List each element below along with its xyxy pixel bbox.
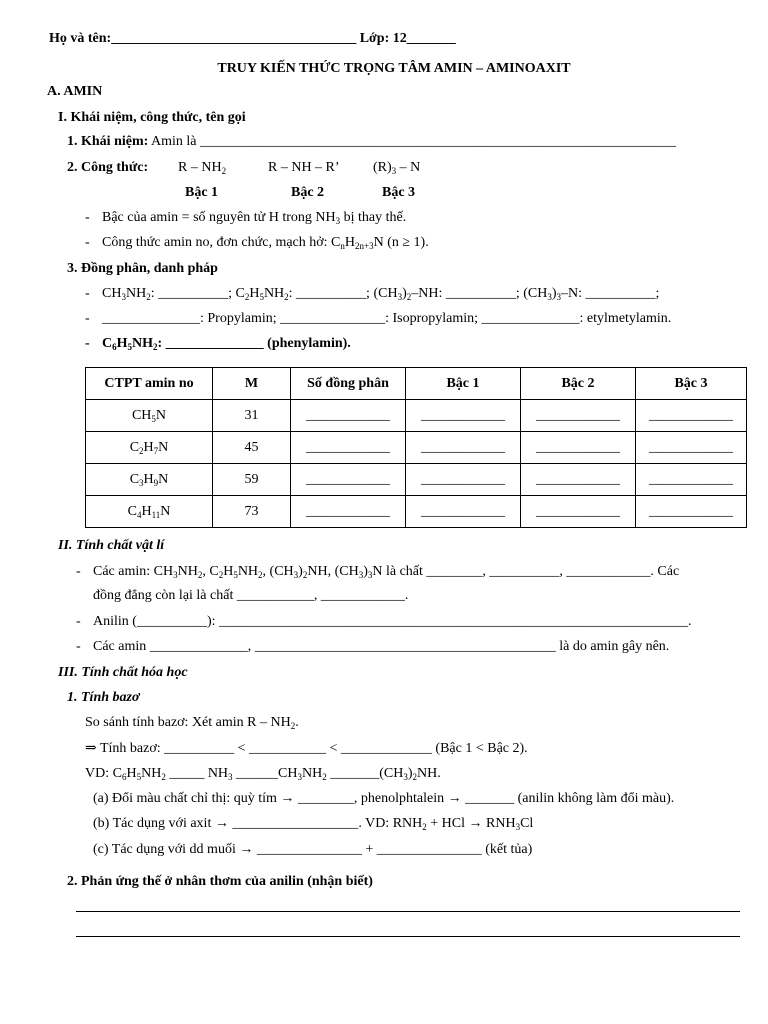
physical-state-line: Các amin: $CH_3NH_2$, $C_2H_5NH_2$, $(CH_3)_2NH$, $(CH_3)_3N$ là chất ________, __________, ____________. Các — [93, 564, 680, 580]
cell-blank: ____________ — [521, 464, 636, 496]
cell-blank: ____________ — [291, 496, 406, 528]
acid-reaction-line: (b) Tác dụng với axit → __________________. VD: $RNH_2$ + HCl → $RNH_3Cl$ — [93, 816, 534, 832]
formula-primary: R – $NH_2$ — [178, 160, 227, 176]
bullet-dash: - — [85, 210, 90, 225]
item-khai-niem-label: 1. Khái niệm: — [67, 134, 149, 149]
label-bac-3: Bậc 3 — [382, 185, 416, 200]
col-header-bac-2: Bậc 2 — [521, 368, 636, 400]
section-3-heading: III. Tính chất hóa học — [58, 665, 188, 680]
item-dong-phan-heading: 3. Đồng phân, danh pháp — [67, 261, 218, 276]
cell-formula: $C_4H_{11}N$ — [86, 496, 213, 528]
cell-formula: $CH_5N$ — [86, 400, 213, 432]
bullet-dash: - — [76, 639, 81, 654]
physical-state-continuation: đồng đẳng còn lại là chất ___________, ____________. — [93, 588, 409, 603]
isomer-formula-line: ______________: Propylamin; _______________: Isopropylamin; ______________: etylmetylamin. — [102, 311, 672, 326]
basicity-example-line: VD: $C_6H_5NH_2$ _____ $NH_3$ $\_\_\_\_\_\_CH_3NH_2$ $\_\_\_\_\_\_\_(CH_3)_2NH$. — [85, 766, 441, 782]
cell-mass: 31 — [213, 400, 291, 432]
answer-line — [76, 911, 740, 912]
item-khai-niem — [67, 133, 676, 151]
cell-mass: 45 — [213, 432, 291, 464]
cell-blank: ____________ — [521, 496, 636, 528]
bullet-dash: - — [76, 614, 81, 629]
amine-smell-line: Các amin ______________, ___________________________________________ là do amin gây nên. — [93, 639, 670, 654]
item-aromatic-substitution-heading: 2. Phản ứng thế ở nhân thơm của anilin (nhận biết) — [67, 874, 373, 889]
bullet-general-formula: Công thức amin no, đơn chức, mạch hở: $C_nH_{2n+3}N$ (n ≥ 1). — [102, 235, 429, 251]
cell-blank: ____________ — [636, 496, 747, 528]
name-label: Họ và tên: — [49, 31, 112, 46]
basicity-compare-line: So sánh tính bazơ: Xét amin R – $NH_2$. — [85, 715, 299, 731]
cell-blank: ____________ — [521, 432, 636, 464]
col-header-ctpt: CTPT amin no — [86, 368, 213, 400]
page-title: TRUY KIẾN THỨC TRỌNG TÂM AMIN – AMINOAXIT — [217, 61, 571, 76]
cell-mass: 73 — [213, 496, 291, 528]
cell-blank: ____________ — [636, 400, 747, 432]
section-a-heading: A. AMIN — [47, 84, 103, 99]
class-label: Lớp: 12 — [359, 31, 407, 46]
table-row — [86, 496, 747, 528]
header-line — [49, 30, 456, 48]
item-khai-niem-text: Amin là ____________________________________________________________________ — [151, 134, 677, 149]
col-header-bac-1: Bậc 1 — [406, 368, 521, 400]
isomer-name-line: $CH_3NH_2$: __________; $C_2H_5NH_2$: __________; $(CH_3)_2-NH$: __________; $(CH_3)_3-N$: __________; — [102, 286, 660, 302]
label-bac-2: Bậc 2 — [291, 185, 325, 200]
bullet-dash: - — [85, 336, 90, 351]
bullet-dash: - — [85, 286, 90, 301]
item-tinh-bazo-heading: 1. Tính bazơ — [67, 690, 140, 705]
cell-blank: ____________ — [636, 432, 747, 464]
table-header-row — [86, 368, 747, 400]
cell-blank: ____________ — [406, 400, 521, 432]
cell-formula: $C_3H_9N$ — [86, 464, 213, 496]
answer-line — [76, 936, 740, 937]
table-row — [86, 400, 747, 432]
cell-blank: ____________ — [291, 432, 406, 464]
cell-blank: ____________ — [291, 400, 406, 432]
bullet-dash: - — [76, 564, 81, 579]
table-row — [86, 432, 747, 464]
cell-blank: ____________ — [406, 464, 521, 496]
cell-blank: ____________ — [291, 464, 406, 496]
item-cong-thuc-label: 2. Công thức: — [67, 160, 149, 175]
col-header-bac-3: Bậc 3 — [636, 368, 747, 400]
formula-tertiary: $(R)_3$ – N — [373, 160, 421, 176]
phenylamin-line: $C_6H_5NH_2$: ______________ (phenylamin). — [102, 336, 351, 352]
cell-formula: $C_2H_7N$ — [86, 432, 213, 464]
name-blank: ___________________________________ — [111, 31, 357, 46]
class-blank: _______ — [406, 31, 456, 46]
cell-blank: ____________ — [521, 400, 636, 432]
basicity-order-line: ⇒ Tính bazơ: __________ < ___________ < _____________ (Bậc 1 < Bậc 2). — [85, 741, 528, 756]
indicator-line: (a) Đổi màu chất chỉ thị: quỳ tím → ________, phenolphtalein → _______ (anilin không làm đổi màu). — [93, 791, 675, 806]
section-2-heading: II. Tính chất vật lí — [58, 538, 165, 553]
table-row — [86, 464, 747, 496]
col-header-so-dong-phan: Số đồng phân — [291, 368, 406, 400]
col-header-m: M — [213, 368, 291, 400]
salt-reaction-line: (c) Tác dụng với dd muối → _______________ + _______________ (kết tủa) — [93, 842, 533, 857]
label-bac-1: Bậc 1 — [185, 185, 219, 200]
cell-blank: ____________ — [636, 464, 747, 496]
amine-isomer-table — [85, 367, 747, 528]
cell-blank: ____________ — [406, 432, 521, 464]
bullet-bac-definition: Bậc của amin = số nguyên tử H trong $NH_3$ bị thay thế. — [102, 210, 407, 226]
anilin-line: Anilin (__________): ___________________________________________________________________. — [93, 614, 692, 629]
bullet-dash: - — [85, 235, 90, 250]
section-1-heading: I. Khái niệm, công thức, tên gọi — [58, 110, 246, 125]
cell-blank: ____________ — [406, 496, 521, 528]
formula-secondary: R – NH – R’ — [268, 160, 340, 175]
cell-mass: 59 — [213, 464, 291, 496]
bullet-dash: - — [85, 311, 90, 326]
